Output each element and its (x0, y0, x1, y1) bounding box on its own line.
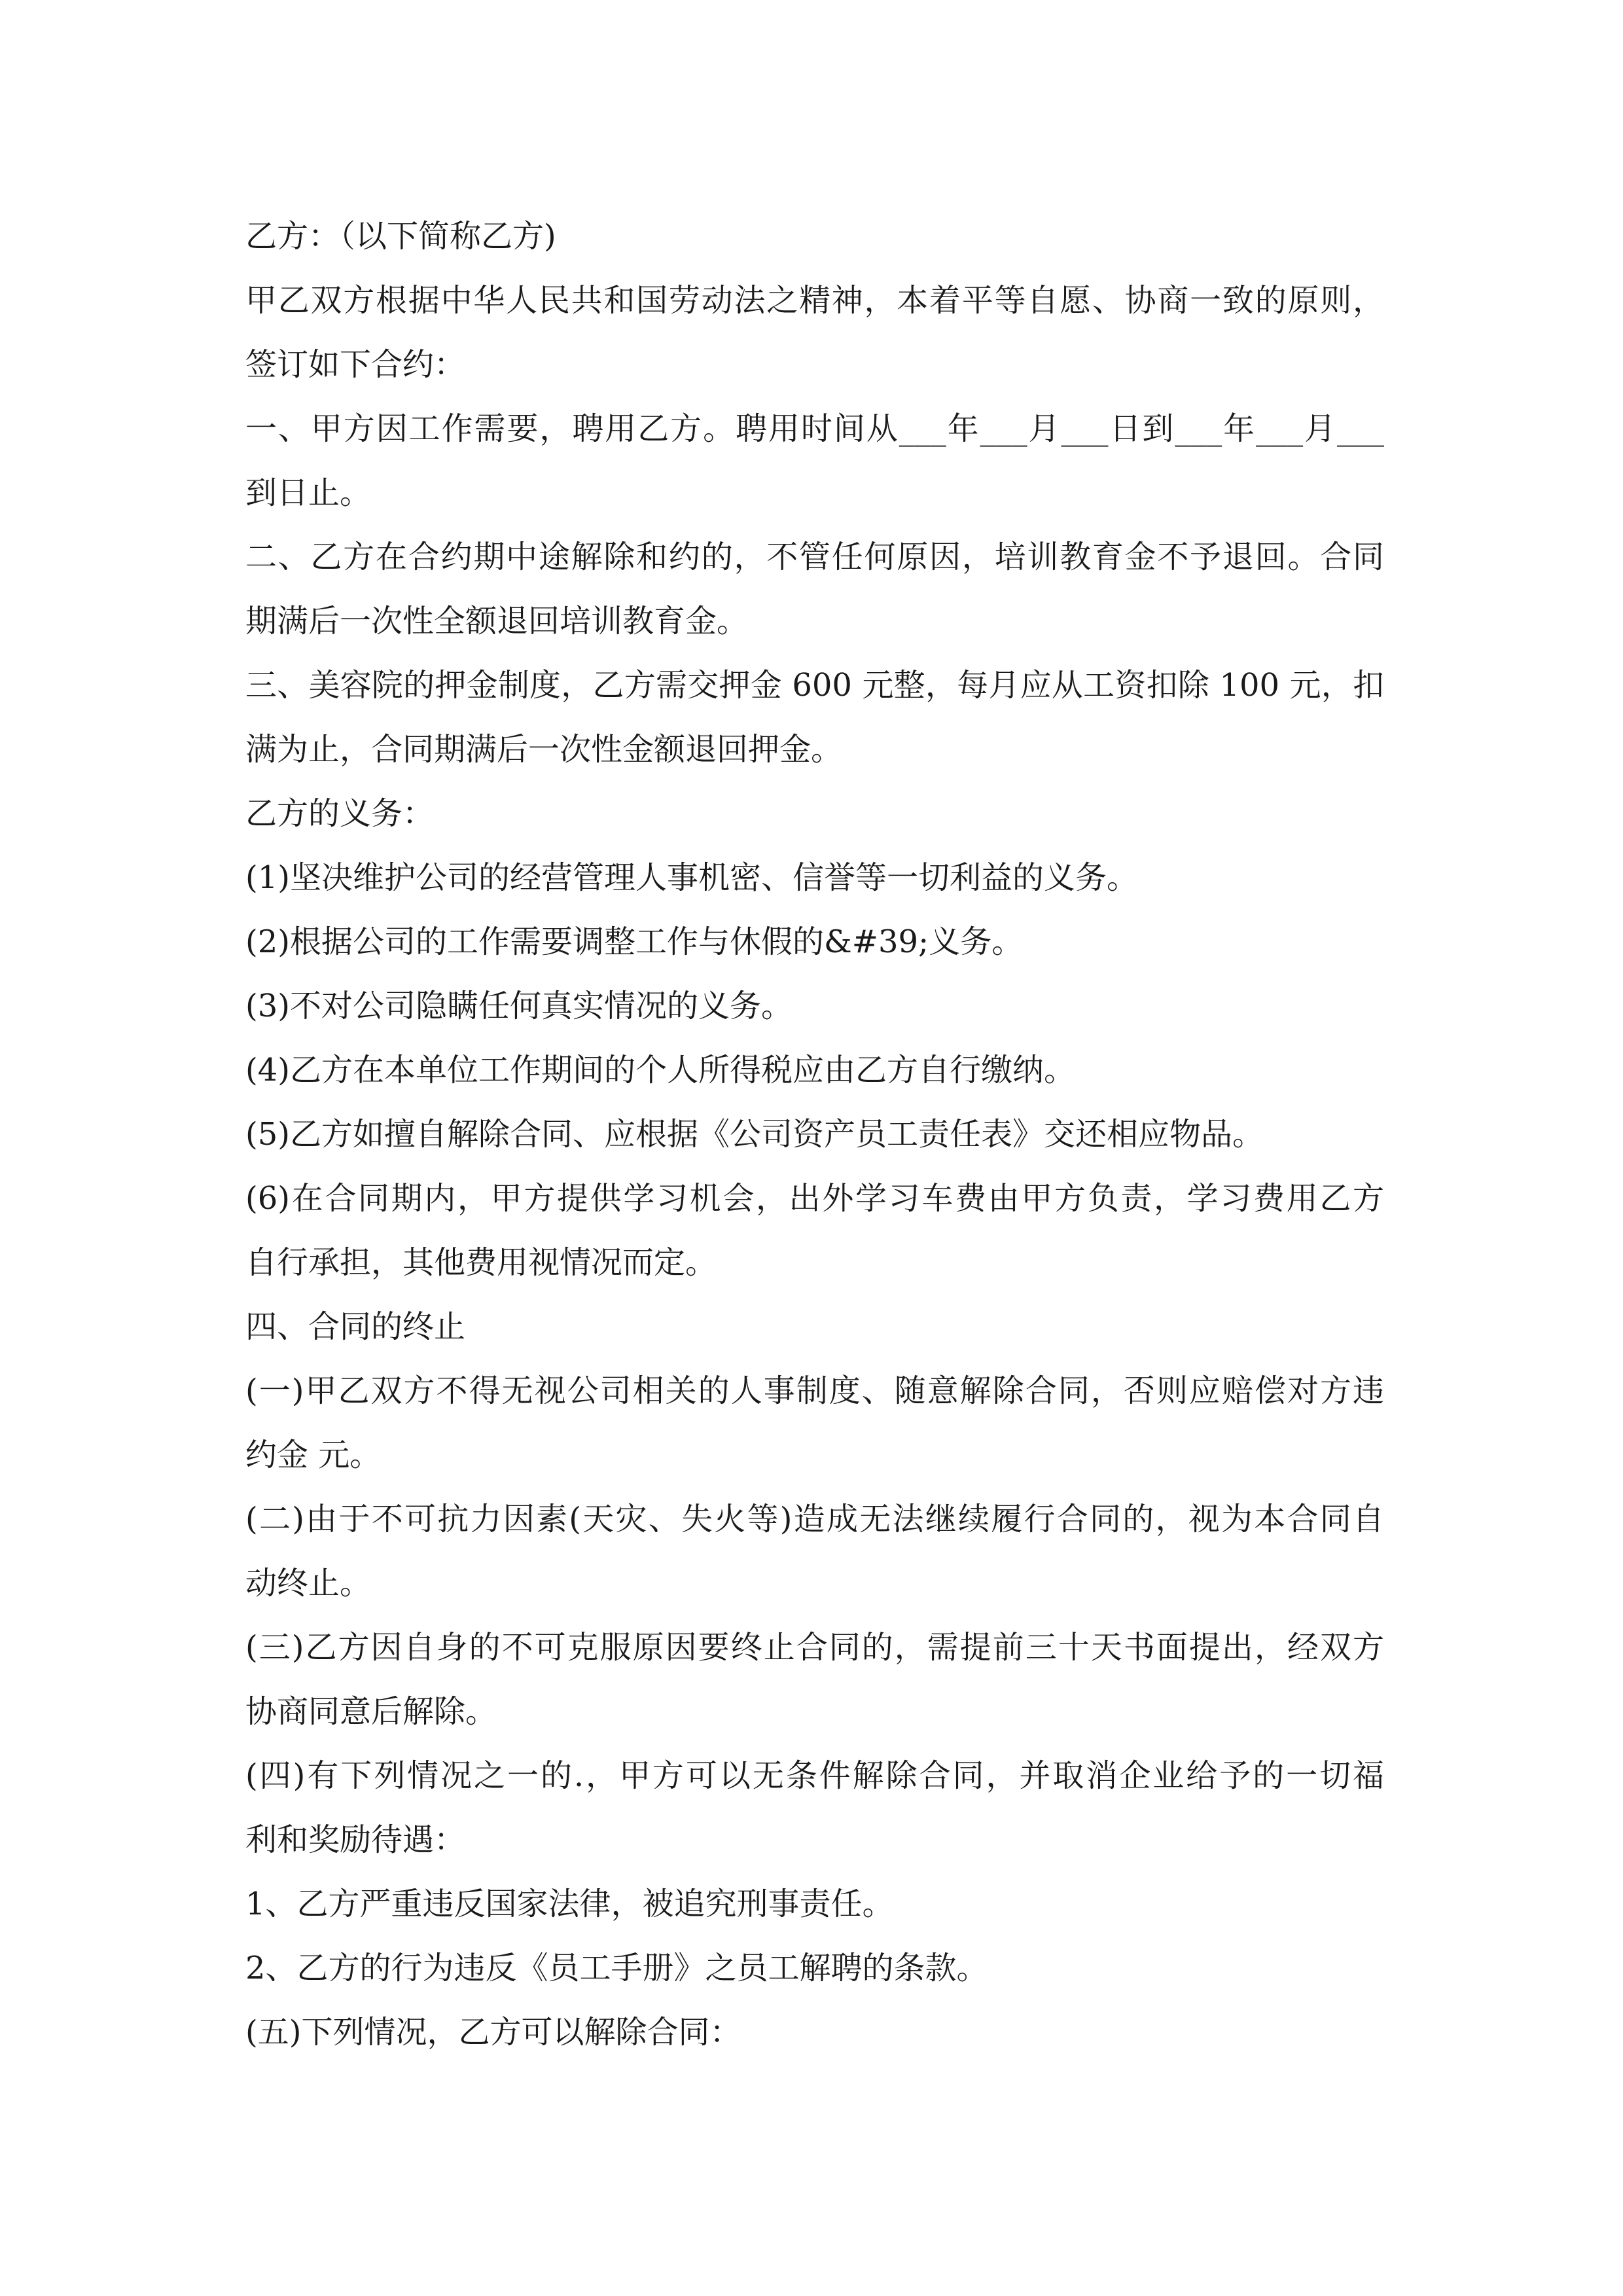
paragraph-line: (三)乙方因自身的不可克服原因要终止合同的，需提前三十天书面提出，经双方 (245, 1629, 1384, 1666)
paragraph-line: 约金 元。 (245, 1437, 382, 1473)
paragraph-line: 2、乙方的行为违反《员工手册》之员工解聘的条款。 (245, 1950, 988, 1986)
paragraph-line: 二、乙方在合约期中途解除和约的，不管任何原因，培训教育金不予退回。合同 (245, 539, 1384, 575)
paragraph-line: 利和奖励待遇： (245, 1821, 466, 1858)
paragraph-line: 一、甲方因工作需要，聘用乙方。聘用时间从___年___月___日到___年___月___ (245, 410, 1384, 447)
paragraph-line: 乙方的义务： (245, 795, 435, 832)
paragraph-line: (二)由于不可抗力因素(天灾、失火等)造成无法继续履行合同的，视为本合同自 (245, 1501, 1384, 1537)
paragraph-line: 自行承担，其他费用视情况而定。 (245, 1244, 717, 1281)
paragraph-line: (一)甲乙双方不得无视公司相关的人事制度、随意解除合同，否则应赔偿对方违 (245, 1372, 1384, 1409)
paragraph-line: 满为止，合同期满后一次性金额退回押金。 (245, 731, 843, 768)
paragraph-line: (四)有下列情况之一的.，甲方可以无条件解除合同，并取消企业给予的一切福 (245, 1757, 1384, 1794)
paragraph-line: (4)乙方在本单位工作期间的个人所得税应由乙方自行缴纳。 (245, 1052, 1075, 1088)
paragraph-line: 协商同意后解除。 (245, 1693, 497, 1730)
paragraph-line: (3)不对公司隐瞒任何真实情况的义务。 (245, 988, 793, 1024)
paragraph-line: 1、乙方严重违反国家法律，被追究刑事责任。 (245, 1886, 894, 1922)
paragraph-line: (5)乙方如擅自解除合同、应根据《公司资产员工责任表》交还相应物品。 (245, 1116, 1264, 1153)
paragraph-line: 甲乙双方根据中华人民共和国劳动法之精神，本着平等自愿、协商一致的原则， (245, 282, 1384, 319)
paragraph-line: 三、美容院的押金制度，乙方需交押金 600 元整，每月应从工资扣除 100 元，扣 (245, 667, 1384, 704)
paragraph-line: 乙方：（以下简称乙方) (245, 218, 556, 255)
paragraph-line: 签订如下合约： (245, 346, 466, 383)
document-body (245, 204, 1384, 2064)
paragraph-line: (2)根据公司的工作需要调整工作与休假的&#39;义务。 (245, 924, 1024, 960)
paragraph-line: 四、合同的终止 (245, 1308, 466, 1345)
paragraph-line: 动终止。 (245, 1565, 372, 1602)
paragraph-line: (6)在合同期内，甲方提供学习机会，出外学习车费由甲方负责，学习费用乙方 (245, 1180, 1384, 1217)
paragraph-line: (五)下列情况，乙方可以解除合同： (245, 2014, 741, 2051)
paragraph-line: (1)坚决维护公司的经营管理人事机密、信誉等一切利益的义务。 (245, 859, 1138, 896)
paragraph-line: 到日止。 (245, 475, 372, 511)
paragraph-line: 期满后一次性全额退回培训教育金。 (245, 603, 749, 639)
